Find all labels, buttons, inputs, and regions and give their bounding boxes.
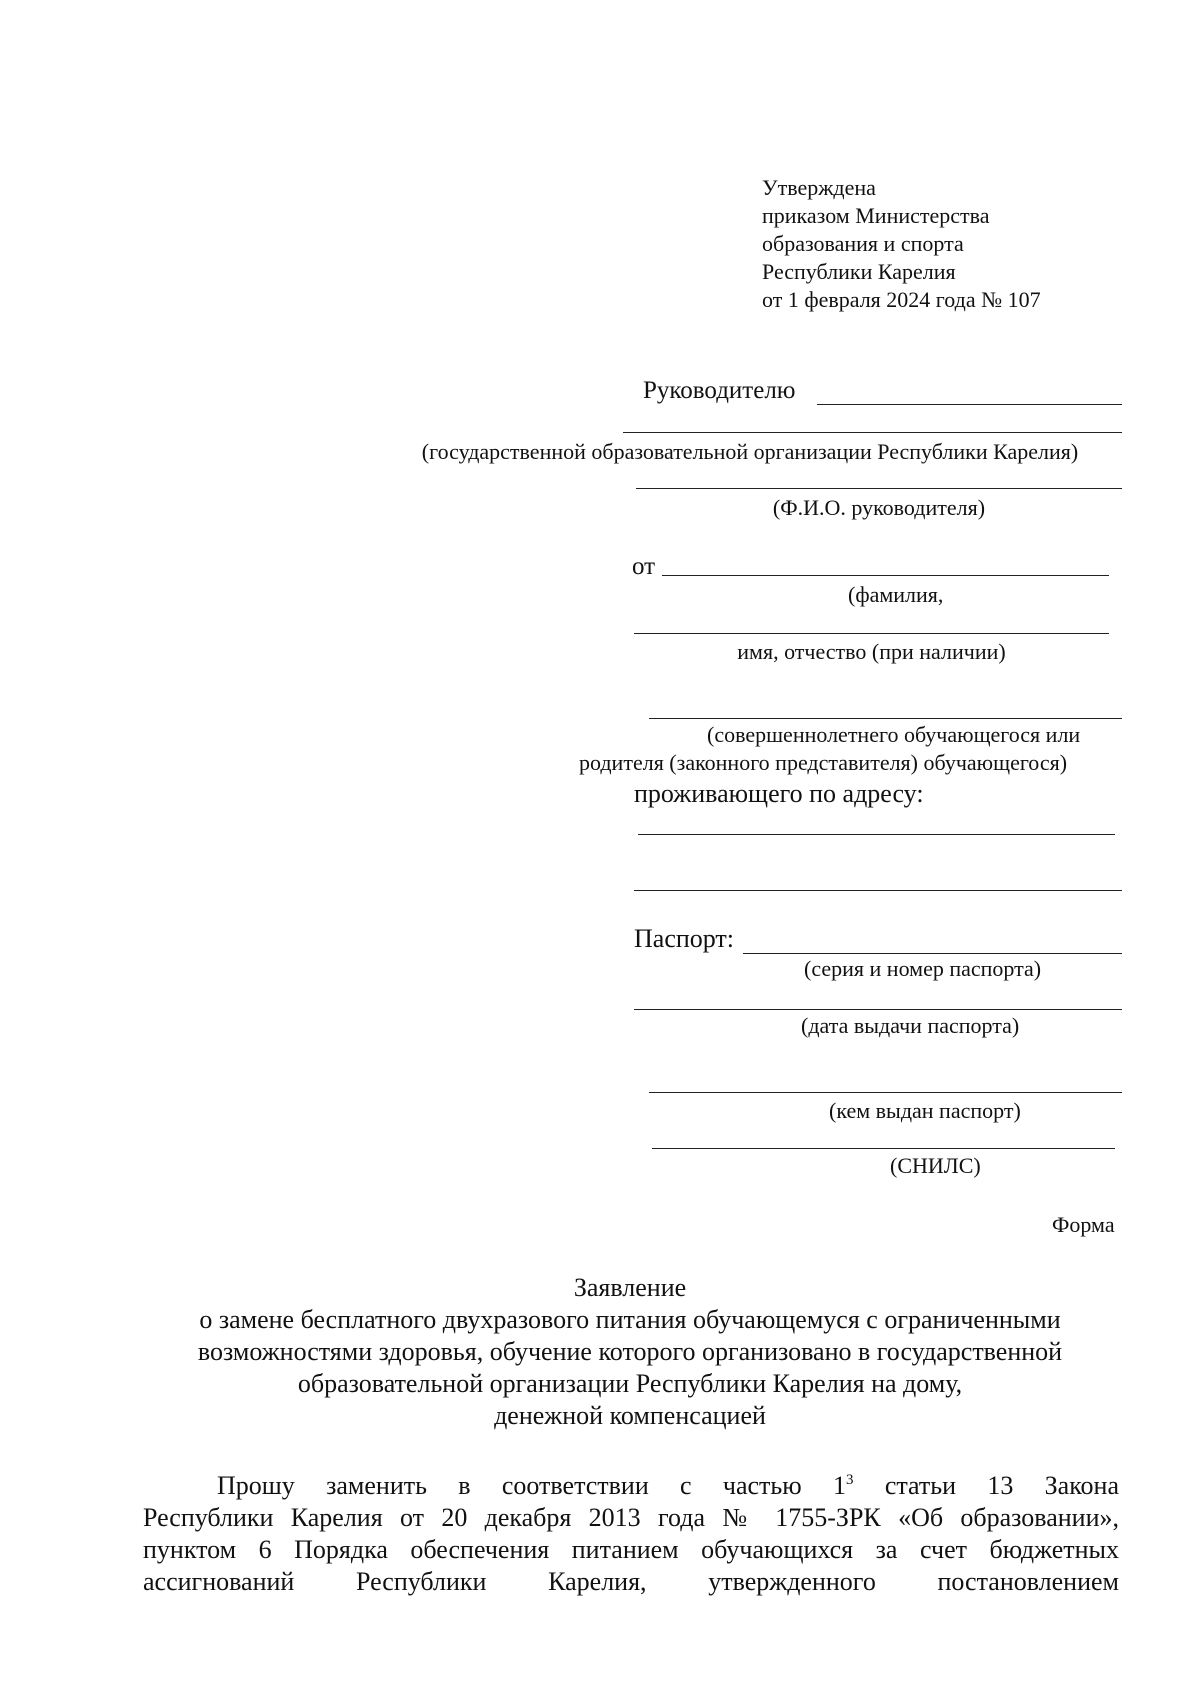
surname-line[interactable]	[662, 575, 1109, 576]
approval-line: Республики Карелия	[762, 259, 956, 284]
passport-number-caption: (серия и номер паспорта)	[804, 956, 1042, 981]
name-line[interactable]	[634, 633, 1109, 634]
snils-line[interactable]	[652, 1148, 1115, 1149]
snils-caption: (СНИЛС)	[890, 1153, 981, 1178]
address-line[interactable]	[638, 834, 1115, 835]
passport-issuer-line[interactable]	[649, 1092, 1122, 1093]
role-caption: родителя (законного представителя) обучающегося)	[579, 750, 1068, 775]
passport-label: Паспорт:	[634, 924, 735, 953]
approval-line: от 1 февраля 2024 года № 107	[762, 287, 1041, 312]
role-caption: (совершеннолетнего обучающегося или	[707, 722, 1081, 747]
org-caption: (государственной образовательной организации Республики Карелия)	[421, 439, 1079, 464]
body-line: ассигнований Республики Карелия, утвержденного постановлением	[143, 1567, 1119, 1596]
surname-caption: (фамилия,	[848, 582, 944, 607]
title-line: о замене бесплатного двухразового питания обучающемуся с ограниченными	[199, 1305, 1061, 1334]
address-label: проживающего по адресу:	[634, 779, 924, 808]
head-position-line[interactable]	[817, 404, 1122, 405]
title-line: возможностями здоровья, обучение которого организовано в государственной	[197, 1337, 1063, 1366]
form-label: Форма	[1052, 1212, 1115, 1237]
passport-issuer-caption: (кем выдан паспорт)	[829, 1098, 1021, 1123]
passport-date-line[interactable]	[634, 1009, 1122, 1010]
body-paragraph	[143, 1470, 1119, 1598]
body-line: Республики Карелия от 20 декабря 2013 года № 1755-ЗРК «Об образовании»,	[143, 1503, 1119, 1532]
superscript: 3	[846, 1472, 854, 1488]
org-name-line[interactable]	[623, 432, 1122, 433]
applicant-role-line[interactable]	[649, 718, 1122, 719]
from-label: от	[632, 553, 656, 580]
approval-line: Утверждена	[762, 175, 876, 200]
head-name-line[interactable]	[636, 488, 1122, 489]
approval-line: приказом Министерства	[762, 203, 990, 228]
title-line: Заявление	[573, 1273, 687, 1302]
title-line: денежной компенсацией	[494, 1401, 766, 1430]
name-caption: имя, отчество (при наличии)	[737, 639, 1006, 664]
body-line: Прошу заменить в соответствии с частью $1^3$ статьи 13 Закона	[217, 1471, 1119, 1500]
approval-line: образования и спорта	[762, 231, 964, 256]
body-line: пунктом 6 Порядка обеспечения питанием обучающихся за счет бюджетных	[143, 1535, 1119, 1564]
passport-date-caption: (дата выдачи паспорта)	[801, 1013, 1020, 1038]
title-line: образовательной организации Республики Карелия на дому,	[297, 1369, 963, 1398]
passport-number-line[interactable]	[743, 953, 1122, 954]
address-line[interactable]	[634, 890, 1122, 891]
to-label: Руководителю	[643, 377, 796, 404]
head-name-caption: (Ф.И.О. руководителя)	[772, 495, 986, 520]
